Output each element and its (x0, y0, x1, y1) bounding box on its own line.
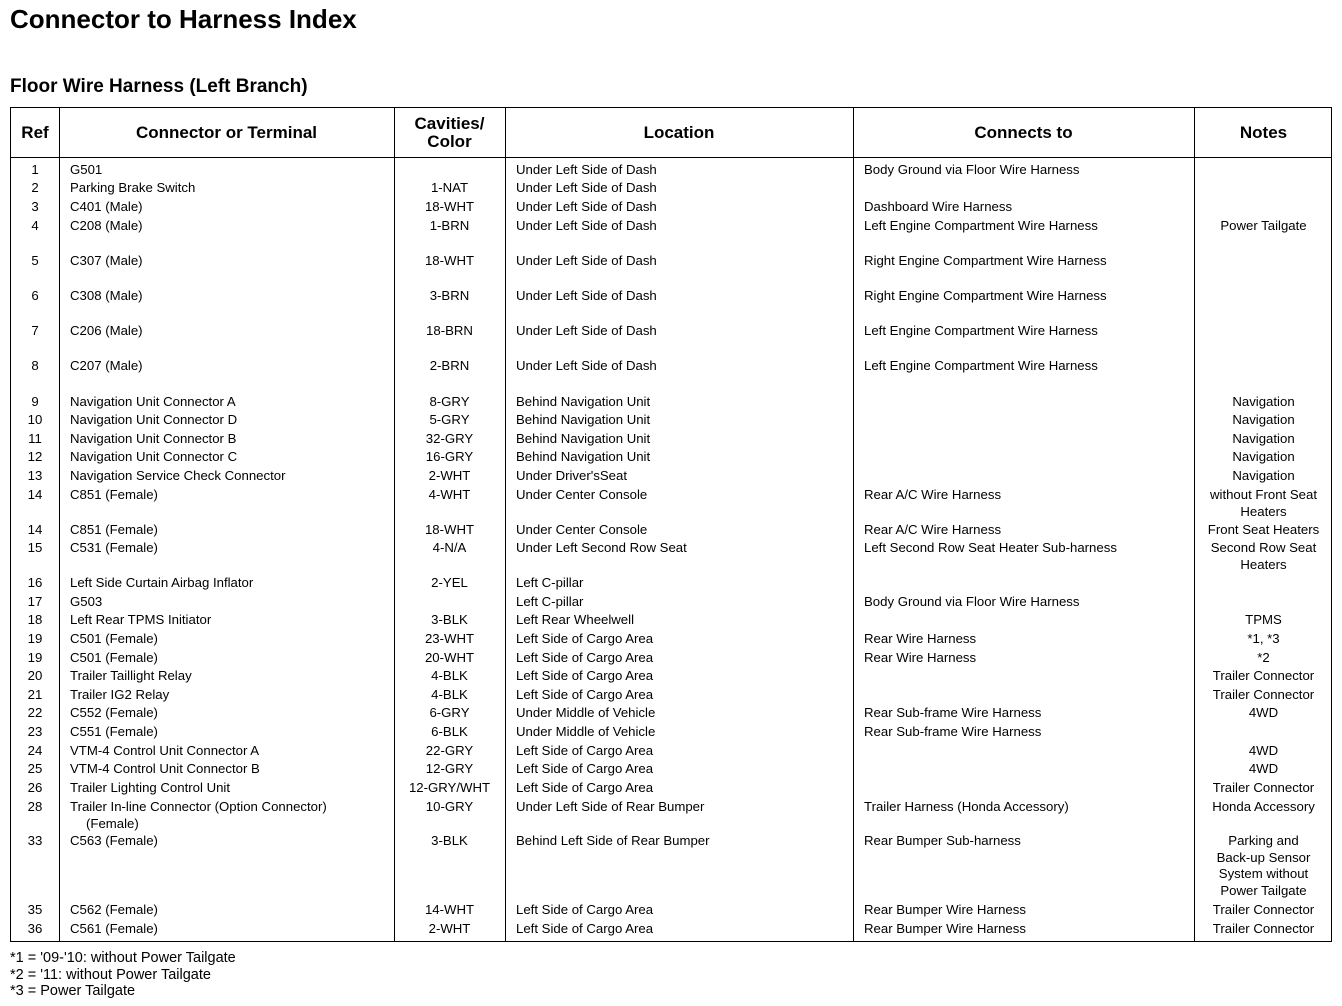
connector-line: C551 (Female) (70, 724, 158, 739)
connector-line: C501 (Female) (70, 650, 158, 665)
cell-connects: Rear A/C Wire Harness (864, 522, 1002, 537)
notes-line: Navigation (1232, 412, 1295, 427)
cell-notes (1194, 650, 1333, 667)
cell-connector (70, 612, 390, 629)
cell-notes (1194, 540, 1333, 573)
cell-notes (1194, 668, 1333, 685)
notes-line: Back-up Sensor (1216, 849, 1311, 865)
cell-connector (70, 631, 390, 648)
cell-cavities: 3-BRN (429, 288, 470, 303)
cell-ref: 7 (31, 323, 39, 338)
notes-line: Power Tailgate (1220, 218, 1307, 233)
cell-cavities: 10-GRY (425, 799, 474, 814)
cell-connector (70, 323, 390, 340)
cell-ref: 16 (27, 575, 43, 590)
cell-notes (1194, 743, 1333, 760)
cell-connector (70, 921, 390, 938)
cell-location: Left C-pillar (516, 575, 584, 590)
cell-connects: Body Ground via Floor Wire Harness (864, 594, 1080, 609)
cell-connector (70, 761, 390, 778)
cell-ref: 22 (27, 705, 43, 720)
cell-connects: Rear Bumper Wire Harness (864, 921, 1026, 936)
connector-line: C561 (Female) (70, 921, 158, 936)
cell-ref: 35 (27, 902, 43, 917)
connector-line: C562 (Female) (70, 902, 158, 917)
cell-connector (70, 180, 390, 197)
notes-line: Heaters (1240, 556, 1287, 572)
cell-cavities: 1-NAT (430, 180, 469, 195)
cell-ref: 12 (27, 449, 43, 464)
cell-cavities: 6-BLK (431, 724, 468, 739)
notes-line: without Front Seat (1209, 487, 1318, 502)
cell-connects: Rear Bumper Sub-harness (864, 833, 1021, 848)
connector-line: Trailer Taillight Relay (70, 668, 192, 683)
cell-connects: Left Engine Compartment Wire Harness (864, 358, 1098, 373)
cell-location: Left Rear Wheelwell (516, 612, 635, 627)
cell-connects: Rear Bumper Wire Harness (864, 902, 1026, 917)
notes-line: Front Seat Heaters (1207, 522, 1320, 537)
cell-cavities: 5-GRY (429, 412, 470, 427)
cell-connector (70, 668, 390, 685)
cell-location: Left Side of Cargo Area (516, 780, 654, 795)
cell-ref: 2 (31, 180, 39, 195)
connector-line: Navigation Unit Connector A (70, 394, 236, 409)
cell-location: Behind Navigation Unit (516, 412, 651, 427)
cell-cavities: 3-BLK (431, 612, 468, 627)
cell-connector (70, 594, 390, 611)
footnote: *1 = '09-'10: without Power Tailgate (10, 950, 236, 966)
cell-ref: 8 (31, 358, 39, 373)
cell-connects: Rear A/C Wire Harness (864, 487, 1002, 502)
cell-ref: 14 (27, 487, 43, 502)
cell-location: Behind Left Side of Rear Bumper (516, 833, 710, 848)
cell-connector (70, 412, 390, 429)
notes-line: Trailer Connector (1212, 921, 1315, 936)
cell-connector (70, 902, 390, 919)
cell-notes (1194, 631, 1333, 648)
cell-cavities: 14-WHT (424, 902, 475, 917)
cell-ref: 4 (31, 218, 39, 233)
cell-location: Left Side of Cargo Area (516, 650, 654, 665)
cell-connects: Rear Wire Harness (864, 650, 977, 665)
header-connector: Connector or Terminal (135, 122, 318, 142)
cell-ref: 3 (31, 199, 39, 214)
cell-cavities: 6-GRY (429, 705, 470, 720)
cell-location: Under Left Side of Dash (516, 288, 657, 303)
cell-cavities: 4-BLK (431, 687, 468, 702)
cell-connects: Trailer Harness (Honda Accessory) (864, 799, 1069, 814)
cell-connects: Left Engine Compartment Wire Harness (864, 218, 1098, 233)
notes-line: Trailer Connector (1212, 668, 1315, 683)
header-cavities-line2: Color (427, 131, 472, 151)
cell-connects: Left Engine Compartment Wire Harness (864, 323, 1098, 338)
cell-connector (70, 358, 390, 375)
connector-line: C307 (Male) (70, 253, 143, 268)
cell-location: Under Center Console (516, 487, 648, 502)
cell-location: Behind Navigation Unit (516, 431, 651, 446)
cell-notes (1194, 687, 1333, 704)
cell-connector (70, 487, 390, 504)
cell-notes (1194, 394, 1333, 411)
cell-cavities: 2-BRN (429, 358, 470, 373)
cell-connector (70, 288, 390, 305)
cell-notes (1194, 833, 1333, 899)
cell-connects: Rear Sub-frame Wire Harness (864, 705, 1042, 720)
connector-line: C851 (Female) (70, 487, 158, 502)
cell-notes (1194, 780, 1333, 797)
section-subtitle: Floor Wire Harness (Left Branch) (10, 76, 308, 97)
cell-location: Under Middle of Vehicle (516, 724, 656, 739)
cell-notes (1194, 218, 1333, 235)
cell-connector (70, 162, 390, 179)
cell-connector (70, 218, 390, 235)
cell-ref: 36 (27, 921, 43, 936)
cell-connects: Right Engine Compartment Wire Harness (864, 288, 1107, 303)
cell-cavities: 3-BLK (431, 833, 468, 848)
cell-ref: 17 (27, 594, 43, 609)
cell-location: Under Left Side of Rear Bumper (516, 799, 705, 814)
cell-location: Under Left Side of Dash (516, 199, 657, 214)
cell-cavities: 20-WHT (424, 650, 475, 665)
column-divider (853, 108, 854, 941)
connector-line: VTM-4 Control Unit Connector B (70, 761, 260, 776)
cell-notes (1194, 431, 1333, 448)
cell-connects: Body Ground via Floor Wire Harness (864, 162, 1080, 177)
notes-line: 4WD (1248, 761, 1279, 776)
notes-line: Trailer Connector (1212, 780, 1315, 795)
column-divider (505, 108, 506, 941)
cell-location: Left Side of Cargo Area (516, 687, 654, 702)
connector-line: Trailer IG2 Relay (70, 687, 170, 702)
connector-line: C308 (Male) (70, 288, 143, 303)
cell-cavities: 32-GRY (425, 431, 474, 446)
connector-line: Navigation Unit Connector B (70, 431, 237, 446)
cell-notes (1194, 761, 1333, 778)
cell-ref: 23 (27, 724, 43, 739)
cell-cavities: 23-WHT (424, 631, 475, 646)
notes-line: Navigation (1232, 449, 1295, 464)
cell-ref: 28 (27, 799, 43, 814)
cell-connector (70, 799, 390, 832)
connector-line: C501 (Female) (70, 631, 158, 646)
notes-line: Trailer Connector (1212, 902, 1315, 917)
cell-ref: 10 (27, 412, 43, 427)
cell-cavities: 12-GRY (425, 761, 474, 776)
cell-cavities: 22-GRY (425, 743, 474, 758)
connector-line: G501 (70, 162, 103, 177)
cell-cavities: 18-WHT (424, 253, 475, 268)
cell-notes (1194, 799, 1333, 816)
notes-line: Navigation (1232, 468, 1295, 483)
cell-notes (1194, 902, 1333, 919)
cell-notes (1194, 522, 1333, 539)
cell-connector (70, 833, 390, 850)
cell-connector (70, 522, 390, 539)
cell-connector (70, 394, 390, 411)
notes-line: *2 (1257, 650, 1270, 665)
cell-notes (1194, 921, 1333, 938)
notes-line: Heaters (1240, 503, 1287, 519)
cell-connects: Dashboard Wire Harness (864, 199, 1013, 214)
connector-line: Left Rear TPMS Initiator (70, 612, 212, 627)
cell-location: Left Side of Cargo Area (516, 668, 654, 683)
cell-ref: 1 (31, 162, 39, 177)
cell-notes (1194, 449, 1333, 466)
cell-notes (1194, 612, 1333, 629)
header-cavities (394, 108, 505, 157)
cell-ref: 25 (27, 761, 43, 776)
cell-cavities: 1-BRN (429, 218, 470, 233)
cell-location: Left C-pillar (516, 594, 584, 609)
cell-location: Behind Navigation Unit (516, 394, 651, 409)
connector-line: Trailer Lighting Control Unit (70, 780, 231, 795)
cell-connector (70, 575, 390, 592)
connector-line: Trailer In-line Connector (Option Connector) (70, 799, 327, 814)
notes-line: System without (1218, 866, 1309, 881)
notes-line: Navigation (1232, 431, 1295, 446)
cell-ref: 14 (27, 522, 43, 537)
cell-ref: 26 (27, 780, 43, 795)
cell-connector (70, 468, 390, 485)
cell-location: Left Side of Cargo Area (516, 761, 654, 776)
cell-connector (70, 743, 390, 760)
connector-index-table (10, 107, 1332, 942)
notes-line: 4WD (1248, 743, 1279, 758)
cell-location: Left Side of Cargo Area (516, 902, 654, 917)
cell-ref: 33 (27, 833, 43, 848)
cell-connects: Right Engine Compartment Wire Harness (864, 253, 1107, 268)
cell-cavities: 18-BRN (426, 323, 473, 338)
cell-ref: 6 (31, 288, 39, 303)
cell-cavities: 4-N/A (432, 540, 467, 555)
cell-connector (70, 724, 390, 741)
connector-line: Navigation Service Check Connector (70, 468, 286, 483)
cell-location: Under Center Console (516, 522, 648, 537)
connector-line: C207 (Male) (70, 358, 143, 373)
cell-ref: 20 (27, 668, 43, 683)
cell-connector (70, 431, 390, 448)
cell-notes (1194, 487, 1333, 520)
notes-line: Second Row Seat (1210, 540, 1317, 555)
header-cavities-line1: Cavities/ (414, 113, 485, 133)
cell-location: Under Middle of Vehicle (516, 705, 656, 720)
cell-connector (70, 253, 390, 270)
connector-line: C851 (Female) (70, 522, 158, 537)
connector-line: Navigation Unit Connector D (70, 412, 238, 427)
cell-location: Under Left Second Row Seat (516, 540, 687, 555)
cell-connector (70, 650, 390, 667)
connector-line: C563 (Female) (70, 833, 158, 848)
cell-connector (70, 199, 390, 216)
footnotes (10, 950, 236, 1000)
cell-notes (1194, 412, 1333, 429)
cell-cavities: 2-YEL (431, 575, 468, 590)
cell-ref: 19 (27, 631, 43, 646)
header-location: Location (643, 122, 715, 142)
header-connects-to: Connects to (974, 122, 1073, 142)
cell-ref: 9 (31, 394, 39, 409)
header-divider (11, 157, 1331, 158)
cell-location: Under Left Side of Dash (516, 218, 657, 233)
header-ref: Ref (21, 122, 49, 142)
connector-line: Navigation Unit Connector C (70, 449, 238, 464)
cell-location: Under Left Side of Dash (516, 162, 657, 177)
footnote: *3 = Power Tailgate (10, 983, 136, 999)
cell-location: Under Left Side of Dash (516, 323, 657, 338)
cell-ref: 13 (27, 468, 43, 483)
cell-ref: 24 (27, 743, 43, 758)
column-divider (59, 108, 60, 941)
cell-cavities: 18-WHT (424, 522, 475, 537)
connector-line: C401 (Male) (70, 199, 143, 214)
cell-connects: Rear Wire Harness (864, 631, 977, 646)
cell-cavities: 8-GRY (429, 394, 470, 409)
cell-location: Left Side of Cargo Area (516, 743, 654, 758)
cell-location: Behind Navigation Unit (516, 449, 651, 464)
cell-location: Under Left Side of Dash (516, 358, 657, 373)
footnote: *2 = '11: without Power Tailgate (10, 966, 211, 983)
cell-connector (70, 449, 390, 466)
cell-connector (70, 540, 390, 557)
cell-connects: Rear Sub-frame Wire Harness (864, 724, 1042, 739)
cell-cavities: 4-WHT (428, 487, 471, 502)
cell-cavities: 18-WHT (424, 199, 475, 214)
cell-connector (70, 687, 390, 704)
notes-line: Navigation (1232, 394, 1295, 409)
cell-connects: Left Second Row Seat Heater Sub-harness (864, 540, 1117, 555)
page-title: Connector to Harness Index (10, 4, 357, 34)
cell-cavities: 16-GRY (425, 449, 474, 464)
cell-cavities: 2-WHT (428, 468, 471, 483)
cell-location: Left Side of Cargo Area (516, 631, 654, 646)
cell-location: Under Left Side of Dash (516, 180, 657, 195)
connector-line: C552 (Female) (70, 705, 158, 720)
notes-line: *1, *3 (1247, 631, 1280, 646)
cell-location: Left Side of Cargo Area (516, 921, 654, 936)
notes-line: 4WD (1248, 705, 1279, 720)
cell-ref: 11 (28, 431, 42, 446)
cell-notes (1194, 468, 1333, 485)
cell-ref: 18 (27, 612, 43, 627)
notes-line: Power Tailgate (1220, 882, 1307, 898)
cell-cavities: 2-WHT (428, 921, 471, 936)
cell-ref: 15 (27, 540, 43, 555)
connector-line: VTM-4 Control Unit Connector A (70, 743, 260, 758)
cell-ref: 5 (31, 253, 39, 268)
connector-line: C206 (Male) (70, 323, 143, 338)
cell-ref: 19 (27, 650, 43, 665)
notes-line: Honda Accessory (1212, 799, 1315, 814)
connector-line: C531 (Female) (70, 540, 158, 555)
connector-line: Parking Brake Switch (70, 180, 196, 195)
cell-connector (70, 780, 390, 797)
cell-cavities: 4-BLK (431, 668, 468, 683)
header-notes: Notes (1239, 122, 1288, 142)
notes-line: Trailer Connector (1212, 687, 1315, 702)
connector-line: Left Side Curtain Airbag Inflator (70, 575, 254, 590)
cell-ref: 21 (27, 687, 43, 702)
notes-line: Parking and (1228, 833, 1299, 848)
connector-line: G503 (70, 594, 103, 609)
notes-line: TPMS (1245, 612, 1282, 627)
cell-notes (1194, 705, 1333, 722)
cell-location: Under Left Side of Dash (516, 253, 657, 268)
connector-line: C208 (Male) (70, 218, 143, 233)
cell-cavities: 12-GRY/WHT (408, 780, 491, 795)
cell-location: Under Driver'sSeat (516, 468, 627, 483)
cell-connector (70, 705, 390, 722)
connector-line: (Female) (86, 815, 139, 831)
